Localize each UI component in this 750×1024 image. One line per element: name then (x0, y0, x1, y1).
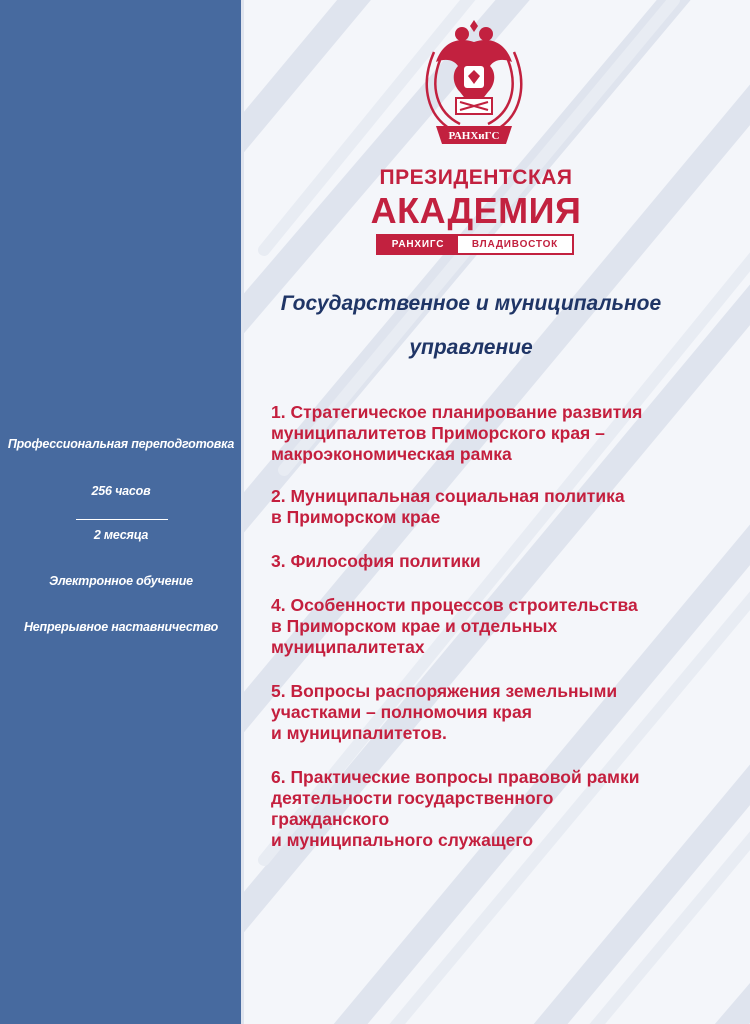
brand-tag (376, 234, 574, 255)
program-duration: 2 месяца (93, 528, 149, 542)
course-item-2 (271, 486, 741, 528)
course-item-6 (271, 767, 741, 851)
course-item-3 (271, 551, 741, 572)
brand-line-2: АКАДЕМИЯ (370, 190, 582, 231)
course-line: и муниципалитетов. (271, 723, 447, 743)
course-line: 3. Философия политики (271, 551, 481, 571)
hours-divider (76, 519, 168, 520)
eagle-crest-icon (416, 14, 532, 152)
program-hours: 256 часов (91, 484, 151, 498)
course-line: 4. Особенности процессов строительства (271, 595, 638, 615)
course-line: 2. Муниципальная социальная политика (271, 486, 625, 506)
course-line: макроэкономическая рамка (271, 444, 512, 464)
course-line: деятельности государственного (271, 788, 554, 808)
course-item-5 (271, 681, 741, 744)
brand-line-1: ПРЕЗИДЕНТСКАЯ (379, 166, 573, 189)
program-mentoring: Непрерывное наставничество (23, 620, 219, 634)
course-item-4 (271, 595, 741, 658)
course-line: 1. Стратегическое планирование развития (271, 402, 643, 422)
course-line: муниципалитетах (271, 637, 425, 657)
brand-tag-left: РАНХИГС (378, 236, 458, 253)
program-format: Электронное обучение (49, 574, 193, 588)
course-item-1 (271, 402, 741, 465)
program-type: Профессиональная переподготовка (7, 437, 235, 451)
course-line: 6. Практические вопросы правовой рамки (271, 767, 640, 787)
brand-tag-right: ВЛАДИВОСТОК (458, 236, 572, 253)
course-line: и муниципального служащего (271, 830, 534, 850)
course-line: 5. Вопросы распоряжения земельными (271, 681, 618, 701)
sidebar-panel (0, 0, 242, 1024)
course-line: гражданского (271, 809, 390, 829)
course-line: в Приморском крае и отдельных (271, 616, 558, 636)
course-line: в Приморском крае (271, 507, 441, 527)
emblem-ribbon-text: РАНХиГС (448, 130, 500, 142)
program-title-line-2: управление (409, 336, 533, 359)
course-line: участками – полномочия края (271, 702, 532, 722)
course-line: муниципалитетов Приморского края – (271, 423, 605, 443)
program-title-line-1: Государственное и муниципальное (280, 292, 662, 315)
